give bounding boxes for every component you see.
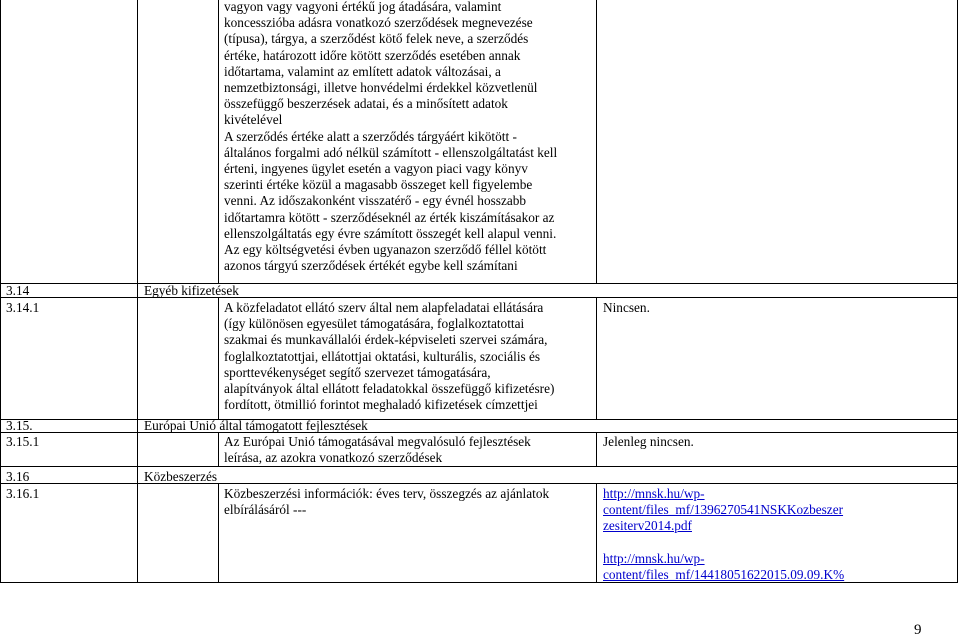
text-line: (így különösen egyesület támogatására, foglalkoztatottai <box>224 316 525 332</box>
text-line: sporttevékenységet segítő szervezet támogatására, <box>224 364 491 380</box>
procurement-summary-link[interactable] <box>603 551 844 583</box>
link-line[interactable]: http://mnsk.hu/wp- <box>603 486 705 501</box>
text-line: Az egy költségvetési évben ugyanazon szerződő féllel kötött <box>224 242 547 258</box>
text-line: szakmai és munkavállalói érdek-képviseleti szervei számára, <box>224 332 548 348</box>
column-divider-3c <box>596 432 597 466</box>
text-line: időtartama, valamint az említett adatok változásai, a <box>224 63 501 79</box>
text-line: Az Európai Unió támogatásával megvalósuló fejlesztések <box>224 434 531 449</box>
row-description <box>224 434 531 466</box>
text-line: összefüggő beszerzések adatai, és a minősített adatok <box>224 96 508 112</box>
section-number: 3.16 <box>6 469 30 484</box>
section-title: Egyéb kifizetések <box>144 283 239 298</box>
link-line[interactable]: content/files_mf/1396270541NSKKozbeszer <box>603 502 844 518</box>
section-title: Európai Unió által támogatott fejlesztések <box>144 418 368 433</box>
text-line: alapítványok által ellátott feladatokkal összefüggő kifizetésre) <box>224 381 555 397</box>
link-line[interactable]: zesiterv2014.pdf <box>603 518 692 534</box>
column-divider-2d <box>218 483 219 583</box>
table-border-left <box>0 0 1 583</box>
text-line: kivételével <box>224 112 283 128</box>
column-divider-2c <box>218 432 219 466</box>
text-line: azonos tárgyú szerződések értékét egybe kell számítani <box>224 258 518 274</box>
column-divider-1 <box>137 0 138 583</box>
text-line: értéke, határozott időre kötött szerződés esetében annak <box>224 47 521 63</box>
section-number: 3.14 <box>6 283 30 298</box>
table-border-right <box>957 0 958 583</box>
text-line: ellenszolgáltatás egy évre számított összegét kell alapul venni. <box>224 225 557 241</box>
row-number: 3.15.1 <box>6 434 40 449</box>
column-divider-2b <box>218 297 219 419</box>
text-line: Közbeszerzési információk: éves terv, összegzés az ajánlatok <box>224 486 550 501</box>
row-note: Jelenleg nincsen. <box>603 434 694 449</box>
text-line: fordított, ötmillió forintot meghaladó kifizetések címzettjei <box>224 397 538 413</box>
text-line: érteni, ingyenes ügylet esetén a vagyon piaci vagy könyv <box>224 161 528 177</box>
section-title: Közbeszerzés <box>144 469 218 484</box>
text-line: általános forgalmi adó nélkül számított - ellenszolgáltatást kell <box>224 144 558 160</box>
text-line: foglalkoztatottjai, ellátottjai oktatási, kulturális, szociális és <box>224 348 541 364</box>
link-line[interactable]: http://mnsk.hu/wp- <box>603 551 705 566</box>
text-line: nemzetbiztonsági, illetve honvédelmi érdekkel közvetlenül <box>224 80 538 96</box>
row-description <box>224 486 549 518</box>
row-number: 3.14.1 <box>6 300 40 315</box>
section-number: 3.15. <box>6 418 33 433</box>
procurement-plan-link[interactable] <box>603 486 843 535</box>
text-line: A szerződés értéke alatt a szerződés tárgyáért kikötött - <box>224 128 517 144</box>
continuation-description <box>224 0 557 274</box>
text-line: vagyon vagy vagyoni értékű jog átadására, valamint <box>224 0 502 14</box>
column-divider-3d <box>596 483 597 583</box>
column-divider-3b <box>596 297 597 419</box>
page-number: 9 <box>914 622 922 638</box>
text-line: szerinti értéke közül a magasabb összeget kell figyelembe <box>224 177 533 193</box>
text-line: leírása, az azokra vonatkozó szerződések <box>224 450 443 466</box>
text-line: időtartamra kötött - szerződéseknél az érték kiszámításakor az <box>224 209 555 225</box>
row-note: Nincsen. <box>603 300 650 315</box>
text-line: A közfeladatot ellátó szerv által nem alapfeladatai ellátására <box>224 300 544 315</box>
row-number: 3.16.1 <box>6 486 40 501</box>
text-line: koncesszióba adásra vonatkozó szerződések megnevezése <box>224 15 533 31</box>
text-line: venni. Az időszakonként visszatérő - egy évnél hosszabb <box>224 193 527 209</box>
text-line: elbírálásáról --- <box>224 502 307 518</box>
column-divider-3 <box>596 0 597 283</box>
text-line: (típusa), tárgya, a szerződést kötő felek neve, a szerződés <box>224 31 529 47</box>
column-divider-2 <box>218 0 219 283</box>
row-description <box>224 300 554 413</box>
link-line[interactable]: content/files_mf/14418051622015.09.09.K% <box>603 567 845 583</box>
